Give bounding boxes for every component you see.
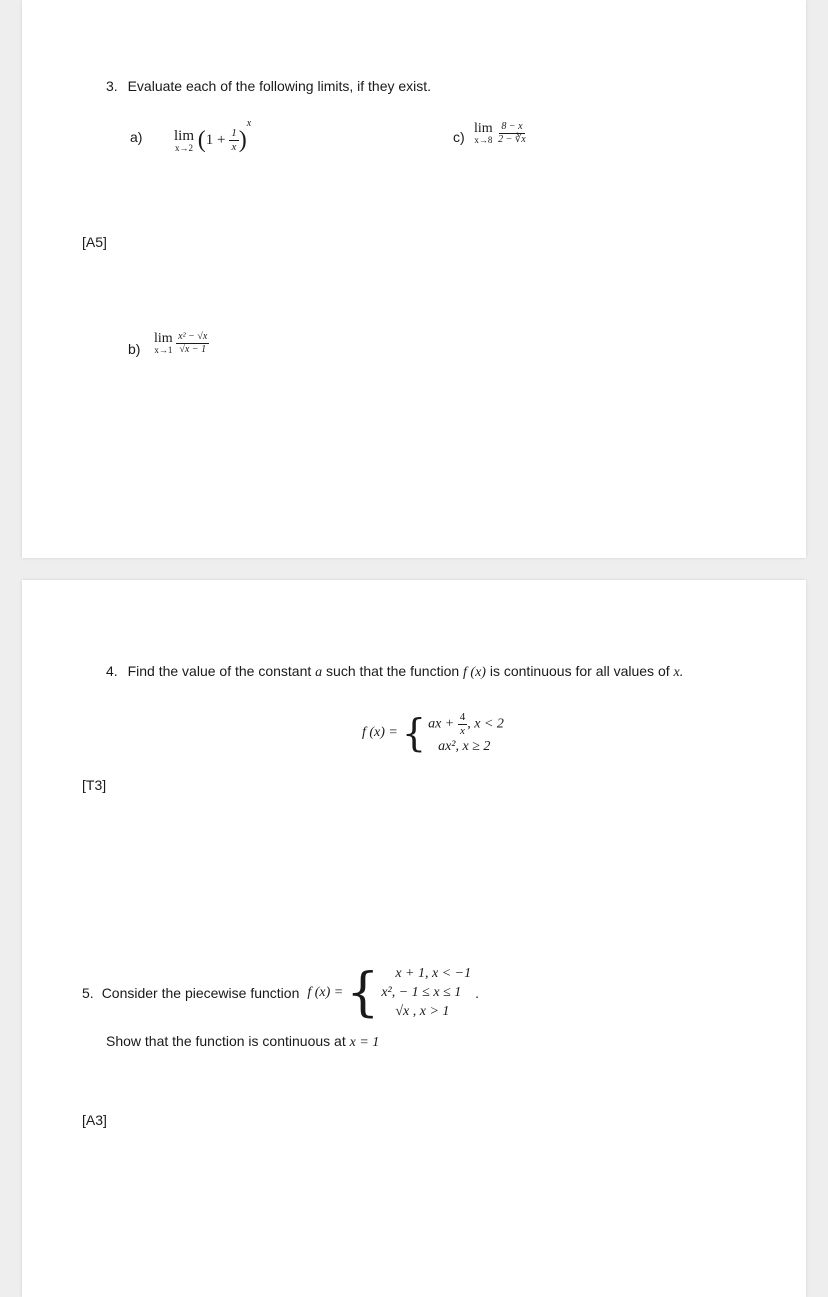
question-5-number: 5. <box>82 985 94 1001</box>
case-1: ax + $\frac{4}{x}$ , x < 2 <box>428 710 504 737</box>
fraction: $\frac{\text{x² − √x}}{√x - 1}$ <box>178 331 208 355</box>
fraction: $\frac{1}{x}$ <box>231 127 237 154</box>
page-1 <box>22 0 806 558</box>
case-1: x + 1, x < −1 <box>395 966 472 981</box>
brace: { <box>401 711 427 755</box>
question-3-marks: [A5] <box>82 234 107 250</box>
part-a-expression: lim x→2 (1 + $\frac{1}{x}$ )$^x$ <box>174 118 252 154</box>
case-3: √x , x > 1 <box>395 1004 450 1019</box>
part-a-label: a) <box>130 129 143 145</box>
question-3-number: 3. <box>106 78 118 94</box>
question-4-piecewise: f (x) = { ax + $\frac{4}{x}$ , x < 2 ax², x ≥ 2 <box>362 710 504 755</box>
question-5-show: Show that the function is continuous at x = 1 <box>106 1033 380 1050</box>
brace: { <box>346 963 380 1023</box>
part-b-label: b) <box>128 341 141 357</box>
limit-operator: lim x→8 <box>474 121 493 145</box>
question-4-marks: [T3] <box>82 777 107 793</box>
case-2: ax², x ≥ 2 <box>438 738 491 754</box>
limit-operator: lim x→2 <box>174 127 195 153</box>
page-2 <box>22 580 806 1297</box>
case-2: x², − 1 ≤ x ≤ 1 <box>381 985 462 1000</box>
limit-operator: lim x→1 <box>154 331 173 355</box>
fraction: $\frac{8 - x}{2 - ∛x}$ <box>498 121 526 145</box>
question-4-heading: 4. Find the value of the constant a such that the function f (x) is continuous for all values of x. <box>106 663 684 680</box>
question-5-cases <box>381 966 471 1020</box>
question-3-prompt: Evaluate each of the following limits, if they exist. <box>127 78 432 94</box>
part-c-label: c) <box>453 129 465 145</box>
question-5-marks: [A3] <box>82 1112 107 1128</box>
part-b-expression <box>154 332 209 355</box>
part-c-expression <box>474 122 528 145</box>
question-3-heading <box>106 78 431 94</box>
question-4-number: 4. <box>106 663 118 679</box>
question-5-heading: 5. Consider the piecewise function f (x) = { x + 1, x < −1 x², − 1 ≤ x ≤ 1 √x , x > 1 . <box>82 963 479 1023</box>
